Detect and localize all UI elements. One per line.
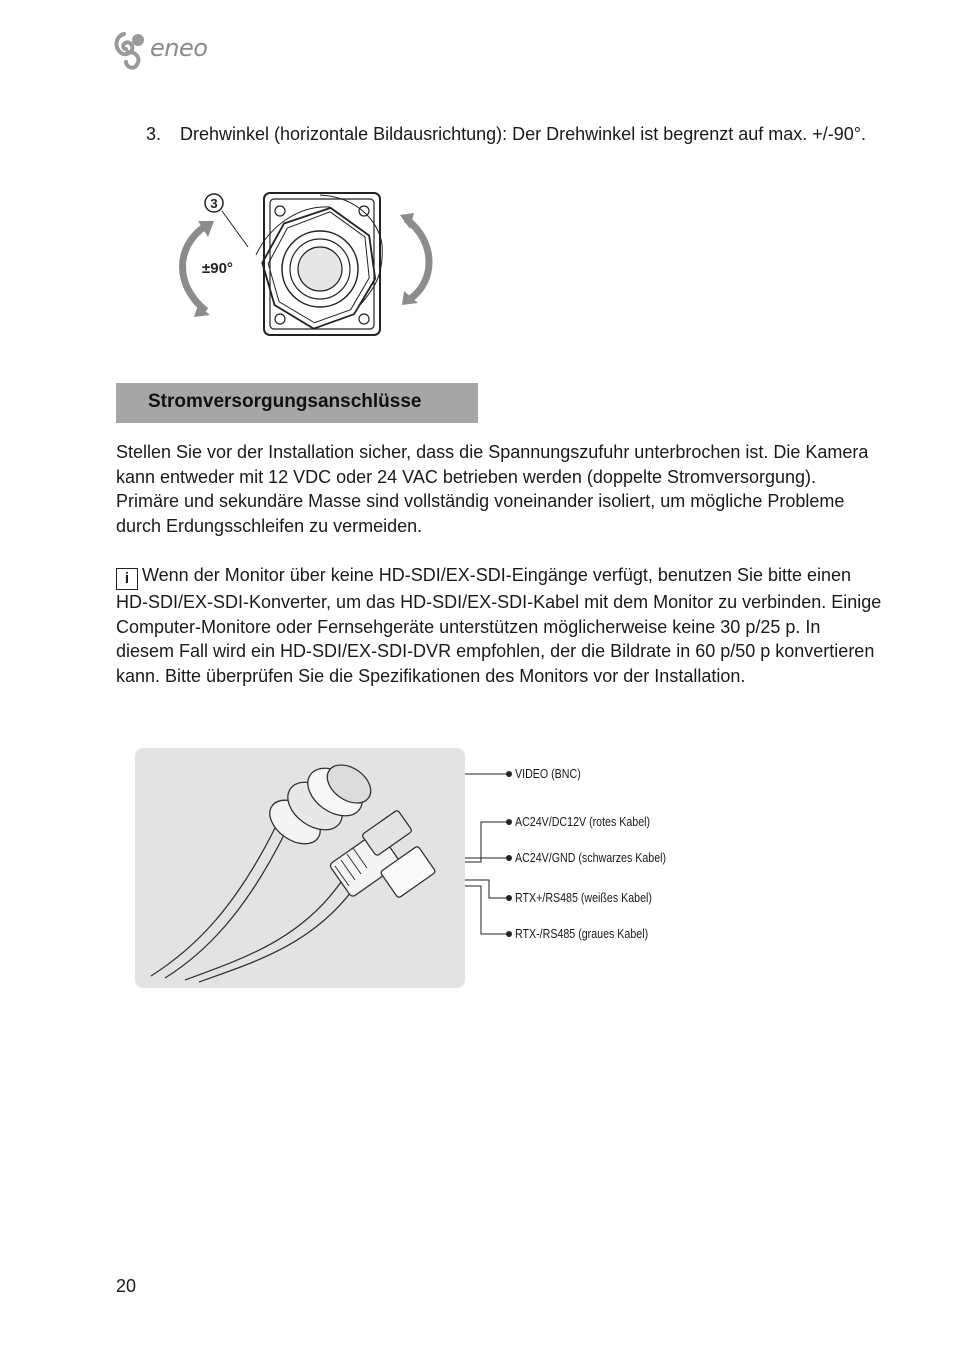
callout-marker [205, 194, 223, 212]
info-note-text: Wenn der Monitor über keine HD-SDI/EX-SDI-Eingänge verfügt, benutzen Sie bitte einen HD-SDI/EX-SDI-Konverter, um das HD-SDI/EX-SDI-Kabel mit dem Monitor zu verbinden. Einige Computer-Monitore oder Fernsehgeräte unterstützen möglicherweise keine 30 p/25 p. In diesem Fall wird ein HD-SDI/EX-SDI-DVR empfohlen, der die Bildrate in 60 p/50 p konvertieren kann. Bitte überprüfen Sie die Spezifikationen des Monitors vor der Installation. [116, 565, 882, 686]
logo-text: eneo [150, 34, 208, 62]
label-dot-icon [506, 819, 512, 825]
eneo-logo-mark-icon [114, 30, 148, 70]
bnc-connector-drawing [262, 757, 378, 853]
section-heading [116, 383, 478, 423]
step-text: Drehwinkel (horizontale Bildausrichtung): Der Drehwinkel ist begrenzt auf max. +/-90°. [180, 124, 867, 144]
camera-module-drawing [254, 193, 384, 336]
label-ac24v-gnd: AC24V/GND (schwarzes Kabel) [515, 850, 667, 865]
page-number: 20 [116, 1276, 137, 1296]
cable-figure [135, 748, 465, 988]
step-number: 3. [146, 124, 162, 144]
label-rtx-plus: RTX+/RS485 (weißes Kabel) [515, 890, 652, 905]
label-dot-icon [506, 931, 512, 937]
info-note [116, 563, 882, 688]
cable-bundle-drawing [151, 828, 357, 982]
info-icon: i [116, 568, 138, 590]
section-title: Stromversorgungsanschlüsse [148, 391, 422, 412]
power-paragraph: Stellen Sie vor der Installation sicher, dass die Spannungszufuhr unterbrochen ist. Die Kamera kann entweder mit 12 VDC oder 24 VAC betrieben werden (doppelte Stromversorgung). Primäre und sekundäre Masse sind vollständig voneinander isoliert, um mögliche Probleme durch Erdungsschleifen zu vermeiden. [116, 442, 869, 536]
label-dot-icon [506, 895, 512, 901]
angle-label: ±90° [202, 260, 233, 277]
label-video-bnc: VIDEO (BNC) [515, 766, 581, 781]
cable-labels [465, 748, 725, 988]
label-ac24v-dc12v: AC24V/DC12V (rotes Kabel) [515, 814, 651, 829]
label-rtx-minus: RTX-/RS485 (graues Kabel) [515, 926, 649, 941]
callout-number: 3 [210, 196, 218, 211]
eneo-logo [114, 30, 224, 72]
multipin-connector-drawing [329, 810, 436, 899]
label-dot-icon [506, 855, 512, 861]
label-dot-icon [506, 771, 512, 777]
rotate-right-arrow-icon [400, 213, 429, 305]
camera-rotation-figure [170, 185, 450, 345]
